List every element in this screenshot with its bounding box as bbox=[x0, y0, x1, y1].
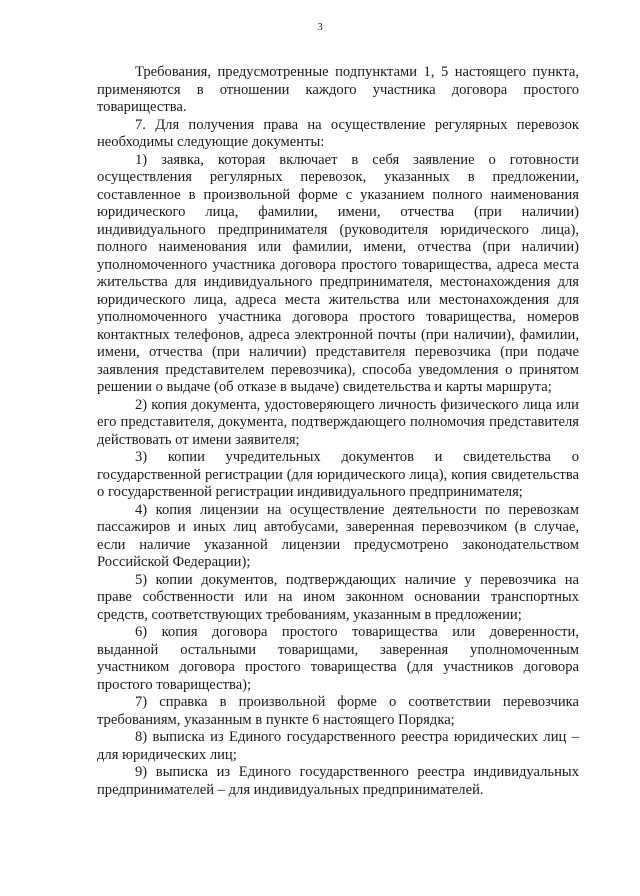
paragraph-subitem-7: 7) справка в произвольной форме о соответствии перевозчика требованиям, указанным в пункте 6 настоящего Порядка; bbox=[97, 694, 579, 728]
paragraph-subitem-5: 5) копии документов, подтверждающих наличие у перевозчика на праве собственности или на ином законном основании транспортных средств, соответствующих требованиям, указанным в предложении; bbox=[97, 571, 579, 623]
paragraph-subitem-3: 3) копии учредительных документов и свидетельства о государственной регистрации (для юридического лица), копия свидетельства о государственной регистрации индивидуального предпринимателя; bbox=[97, 449, 579, 500]
paragraph-subitem-2: 2) копия документа, удостоверяющего личность физического лица или его представителя, документа, подтверждающего полномочия представителя действовать от имени заявителя; bbox=[97, 396, 579, 448]
paragraph-subitem-9: 9) выписка из Единого государственного реестра индивидуальных предпринимателей – для индивидуальных предпринимателей. bbox=[97, 764, 579, 798]
paragraph-subitem-1: 1) заявка, которая включает в себя заявление о готовности осуществления регулярных перевозок, указанных в предложении, составленное в произвольной форме с указанием полного наименования юридического лица, фамилии, имени, отчества (при наличии) индивидуального предпринимателя (руководителя юридического лица), полного наименования или фамилии, имени, отчества (при наличии) уполномоченного участника договора простого товарищества, адреса места жительства для индивидуального предпринимателя, местонахождения для юридического лица, адреса места жительства или местонахождения для уполномоченного участника договора простого товарищества, номеров контактных телефонов, адреса электронной почты (при наличии), фамилии, имени, отчества (при наличии) представителя перевозчика (при подаче заявления представителем перевозчика), способа уведомления о принятом решении о выдаче (об отказе в выдаче) свидетельства и карты маршрута; bbox=[97, 151, 579, 395]
document-body bbox=[97, 64, 579, 799]
paragraph-item-7-intro: 7. Для получения права на осуществление регулярных перевозок необходимы следующие документы: bbox=[97, 116, 579, 150]
page-number: 3 bbox=[317, 21, 323, 33]
paragraph-subitem-6: 6) копия договора простого товарищества или доверенности, выданной остальными товарищами, заверенная уполномоченным участником договора простого товарищества (для участников договора простого товарищества); bbox=[97, 624, 579, 693]
paragraph-subitem-4: 4) копия лицензии на осуществление деятельности по перевозкам пассажиров и иных лиц автобусами, заверенная перевозчиком (в случае, если наличие указанной лицензии предусмотрено законодательством Российской Федерации); bbox=[97, 501, 579, 570]
paragraph-requirements-note: Требования, предусмотренные подпунктами 1, 5 настоящего пункта, применяются в отношении каждого участника договора простого товарищества. bbox=[97, 64, 579, 115]
paragraph-subitem-8: 8) выписка из Единого государственного реестра юридических лиц – для юридических лиц; bbox=[97, 729, 579, 763]
